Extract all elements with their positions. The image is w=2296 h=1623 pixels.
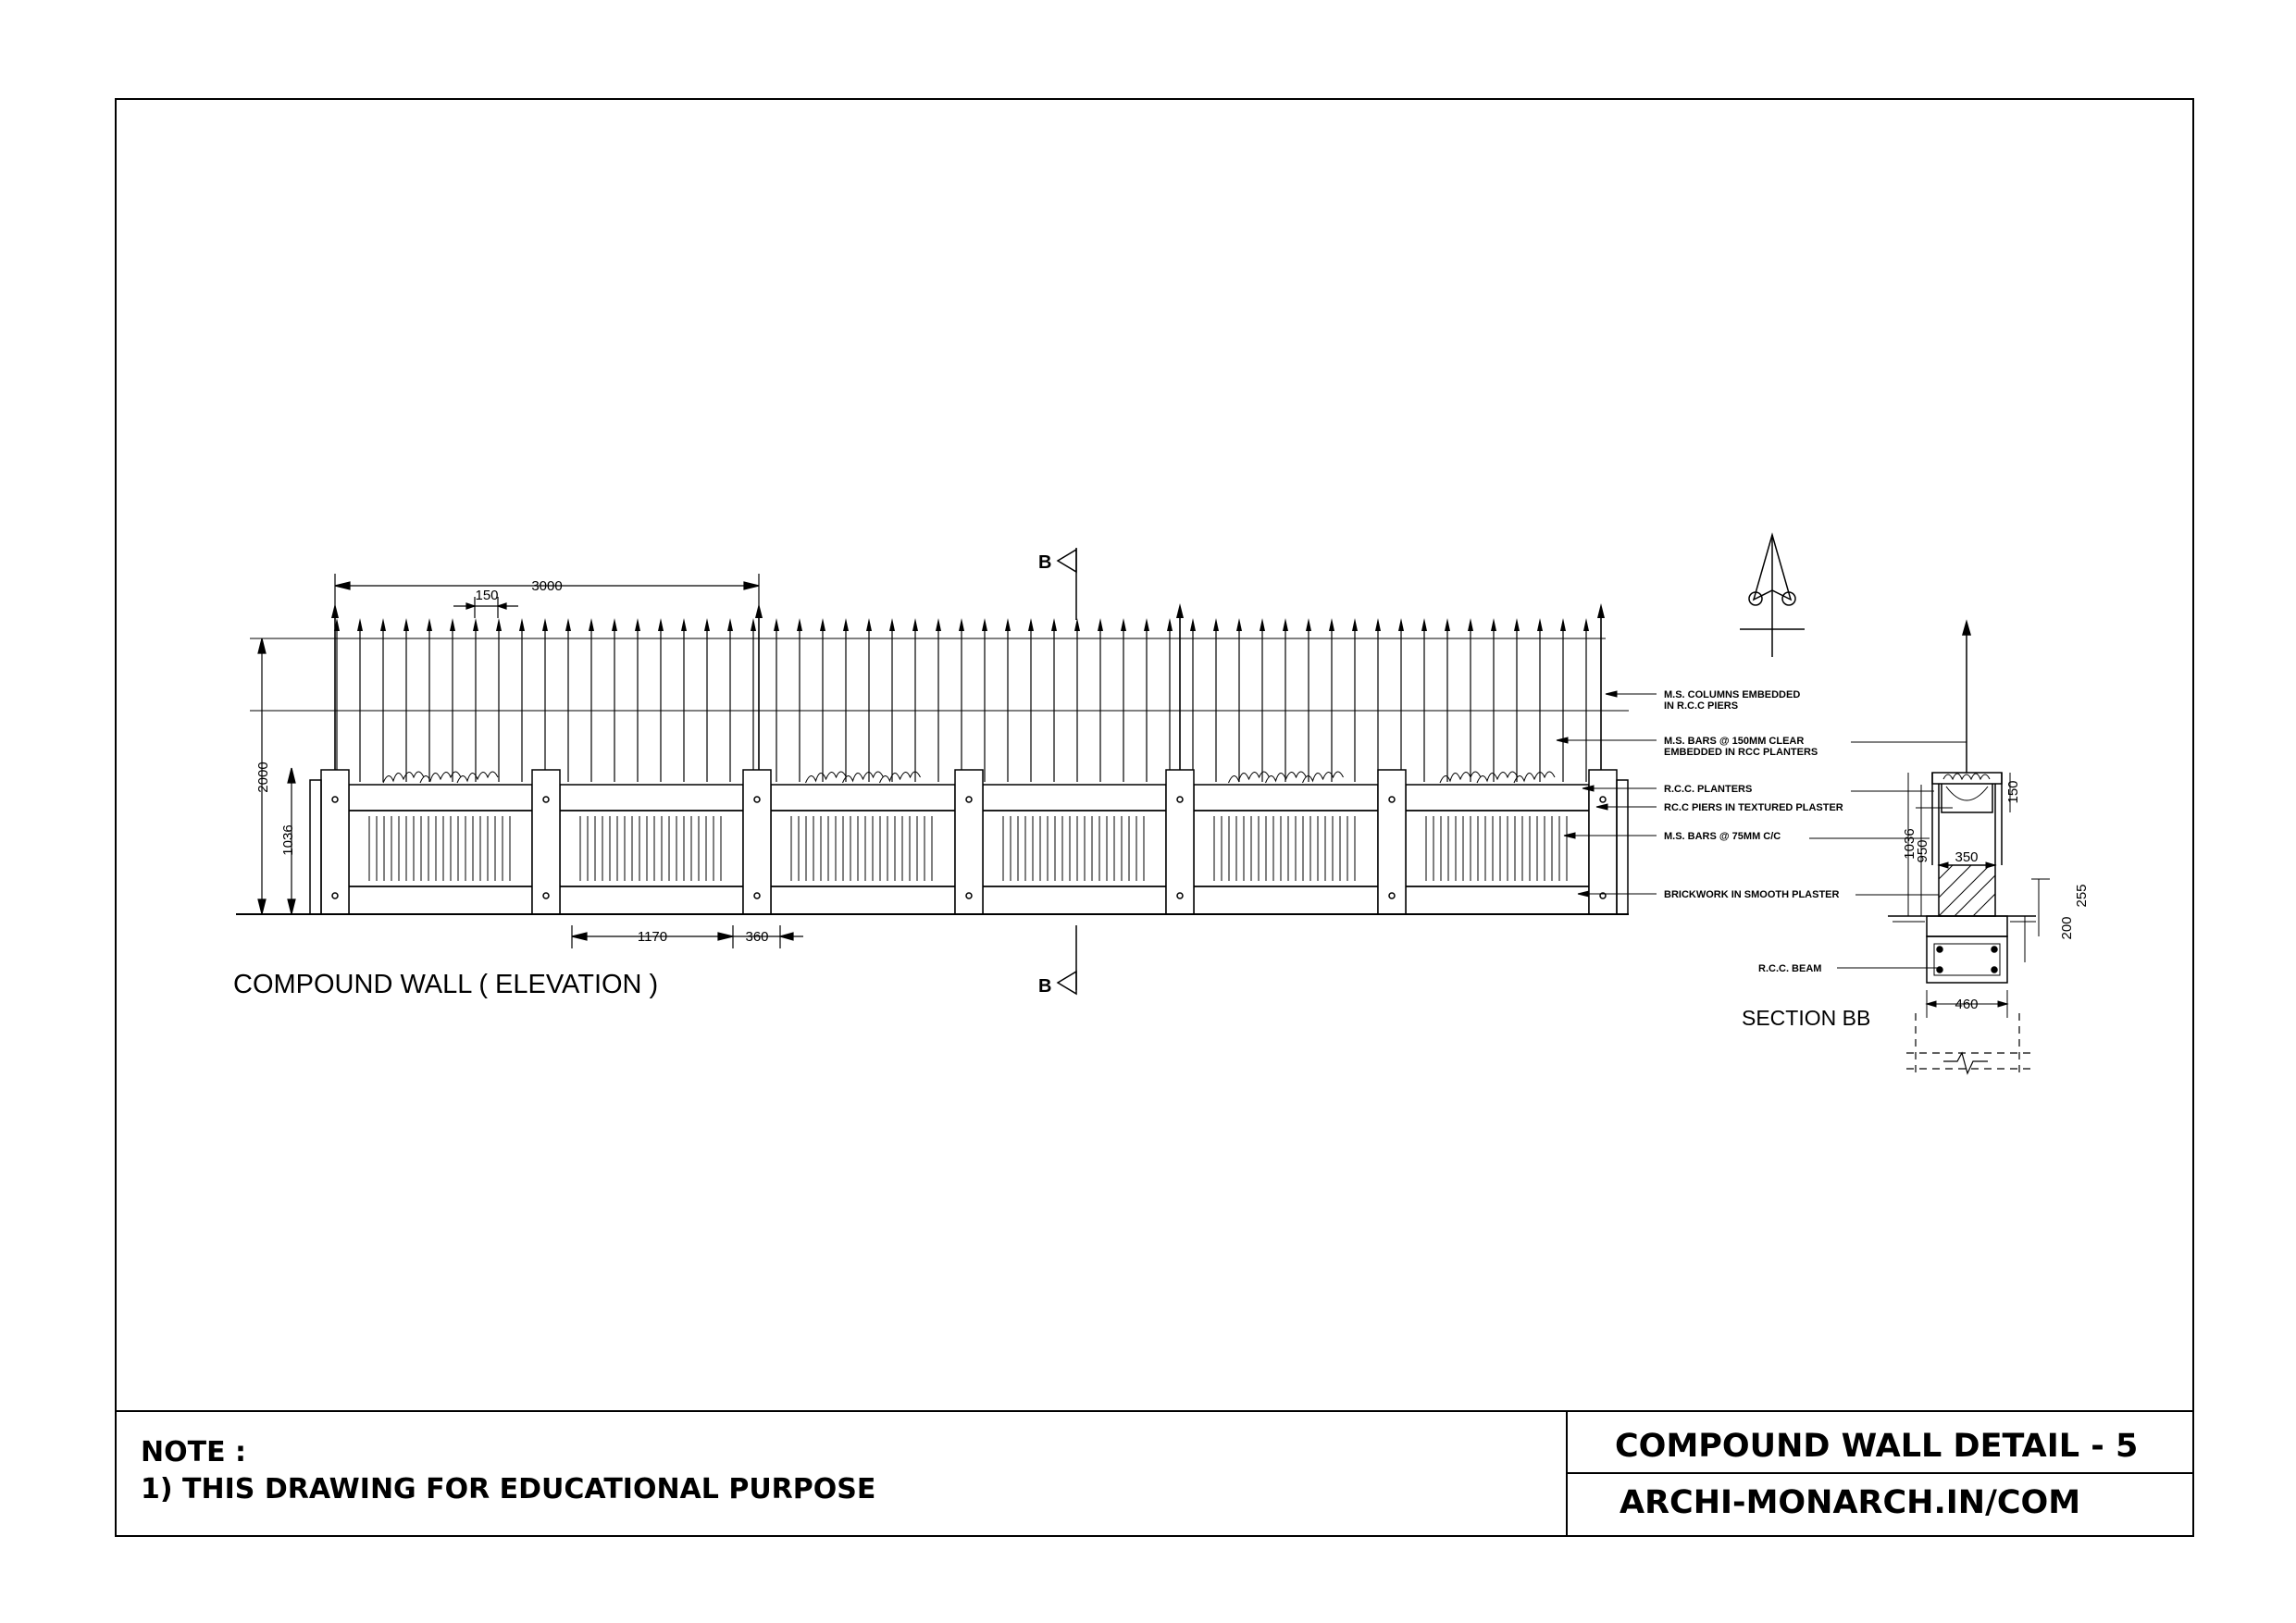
bar-spear-tip [797,618,802,631]
bar-spear-tip [565,618,571,631]
section-dim-200: 200 [2059,916,2075,940]
planter-box [349,785,532,811]
annotation-list [1664,689,1843,900]
annotation-6: BRICKWORK IN SMOOTH PLASTER [1664,889,1840,900]
plant-foliage [1943,774,1990,779]
column-spear-tip [1176,603,1184,618]
planter-box [560,785,743,811]
bar-spear-tip [820,618,825,631]
bar-spear-tip [681,618,687,631]
annotation-2-line1: M.S. BARS @ 150MM CLEAR [1664,736,1805,747]
sheet-border [116,99,2193,1536]
rcc-piers [310,770,1628,914]
plant-foliage [1514,772,1555,783]
section-dim-1036: 1036 [1902,828,1917,860]
bar-spear-tip [1236,618,1242,631]
bar-spear-tip [1144,618,1149,631]
bar-spear-tip [1445,618,1450,631]
svg-text:B: B [1038,552,1052,573]
bar-spear-tip [403,618,409,631]
bar-spear-tip [912,618,918,631]
bar-spear-tip [1398,618,1404,631]
plant-foliage [1229,772,1270,783]
bar-spear-tip [936,618,941,631]
section-dim-150: 150 [2005,780,2021,804]
bar-spear-tip [1121,618,1126,631]
bar-spear-tip [496,618,502,631]
bar-spear-tip [1583,618,1589,631]
annotation-5: M.S. BARS @ 75MM C/C [1664,831,1781,842]
bar-spear-tip [427,618,432,631]
bar-spear-tip [380,618,386,631]
drawing-title: COMPOUND WALL DETAIL - 5 [1615,1428,2139,1465]
planter-box [771,785,955,811]
section-beam-label: R.C.C. BEAM [1758,963,1822,974]
plant-foliage [880,772,921,783]
bar-spear-tip [1352,618,1358,631]
dim-1170: 1170 [637,929,668,945]
bar-spear-tip [1329,618,1334,631]
annotation-1-line2: IN R.C.C PIERS [1664,700,1739,712]
bar-spear-tip [843,618,849,631]
dim-3000: 3000 [531,578,563,594]
bar-spear-tip [542,618,548,631]
bar-spear-tip [1051,618,1057,631]
section-dim-950: 950 [1915,839,1930,863]
bar-spear-tip [704,618,710,631]
bar-spear-tip [1074,618,1080,631]
section-dim-350: 350 [1955,849,1979,865]
end-return-left [310,780,321,914]
annotation-2-line2: EMBEDDED IN RCC PLANTERS [1664,747,1818,758]
bar-spear-tip [1375,618,1381,631]
north-arrow-icon [1740,535,1805,657]
plant-foliage [1477,772,1518,783]
planter-box [1194,785,1378,811]
ms-bars [331,603,1605,782]
svg-text:B: B [1038,976,1052,997]
brick-base [1194,886,1378,914]
bar-spear-tip [1028,618,1034,631]
bar-spear-tip [473,618,478,631]
annotation-4: RC.C PIERS IN TEXTURED PLASTER [1664,802,1843,813]
bar-spear-tip [1005,618,1011,631]
bar-spear-tip [1260,618,1265,631]
brick-base [349,886,532,914]
plant-foliage [806,772,847,783]
bar-spear-tip [450,618,455,631]
dim-150: 150 [475,588,499,603]
bar-spear-tip [982,618,987,631]
planter-box [983,785,1166,811]
bar-spear-tip [1098,618,1103,631]
compound-wall-elevation [236,603,1629,914]
dim-1036: 1036 [280,824,296,856]
bar-spear-tip [1560,618,1566,631]
section-dim-460: 460 [1955,997,1979,1012]
bar-spear-tip [635,618,640,631]
bar-spear-tip [751,618,756,631]
bar-spear-tip [519,618,525,631]
bar-spear-tip [774,618,779,631]
bar-spear-tip [658,618,664,631]
section-marker-bottom [1038,925,1076,997]
brick-hatch [1939,865,1995,916]
brick-base [771,886,955,914]
brick-base [560,886,743,914]
bar-spear-tip [1283,618,1288,631]
plant-foliage [1440,772,1481,783]
dim-2000: 2000 [255,762,271,793]
brick-base [1406,886,1589,914]
annotation-3: R.C.C. PLANTERS [1664,784,1753,795]
plant-foliage [457,772,498,783]
bar-spear-tip [727,618,733,631]
section-dim-255: 255 [2074,884,2090,908]
elevation-title: COMPOUND WALL ( ELEVATION ) [233,970,659,999]
plant-foliage [383,772,424,783]
section-title: SECTION BB [1742,1006,1871,1030]
bar-spear-tip [1213,618,1219,631]
bar-spear-tip [1491,618,1496,631]
bar-spear-tip [357,618,363,631]
bar-spear-tip [1167,618,1173,631]
bar-spear-tip [612,618,617,631]
bar-spear-tip [1514,618,1520,631]
note-line-1: 1) THIS DRAWING FOR EDUCATIONAL PURPOSE [141,1473,876,1505]
plant-foliage [420,772,461,783]
bar-spear-tip [589,618,594,631]
bar-spear-tip [1468,618,1473,631]
brick-base [983,886,1166,914]
bar-spear-tip [959,618,964,631]
plant-foliage [843,772,884,783]
bar-spear-tip [1537,618,1543,631]
section-marker-top [1038,548,1076,620]
note-heading: NOTE : [141,1436,247,1468]
bar-spear-tip [1306,618,1311,631]
bar-spear-tip [1421,618,1427,631]
annotation-1-line1: M.S. COLUMNS EMBEDDED [1664,689,1801,700]
bar-spear-tip [866,618,872,631]
bar-spear-tip [889,618,895,631]
website-label: ARCHI-MONARCH.IN/COM [1620,1484,2081,1521]
bar-spear-tip [1190,618,1196,631]
column-spear-tip [1597,603,1605,618]
planter-box [1406,785,1589,811]
dim-360: 360 [745,929,769,945]
